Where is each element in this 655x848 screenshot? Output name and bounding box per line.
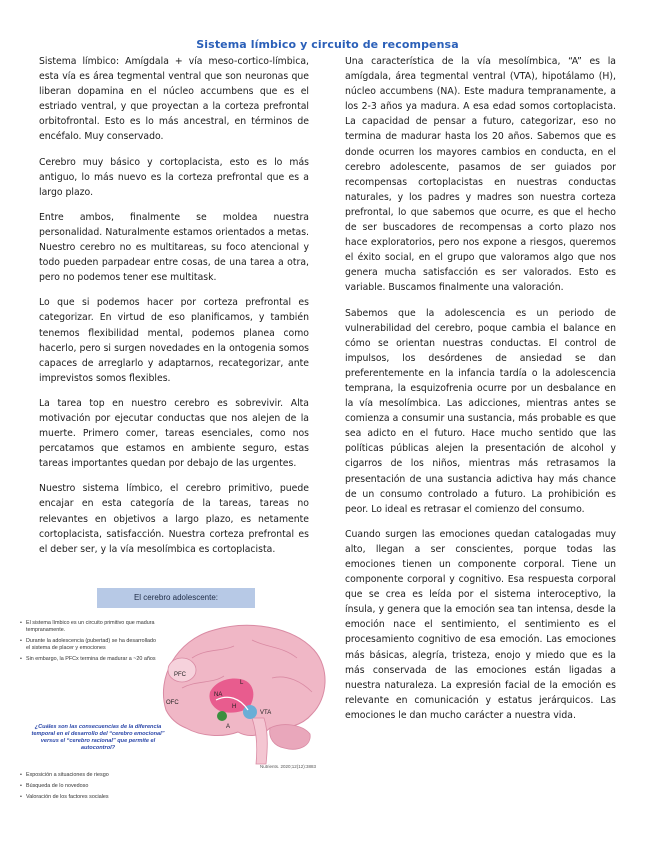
brain-illustration [152,618,332,768]
paragraph: Lo que si podemos hacer por corteza prefrontal es categorizar. En virtud de eso planificamos, y también tenemos flexibilidad mental, podemos planea como hacerlo, pero si surgen novedades en la ontogenia somos capaces de arreglarlo y adaptarnos, recategorizar, ante imprevistos somos flexibles. [39,297,309,384]
list-item: • El sistema límbico es un circuito primitivo que madura tempranamente. [20,620,158,634]
list-item: • Sin embargo, la PFCx termina de madurar a ~20 años [20,656,158,663]
adolescent-brain-figure [20,588,332,810]
label-a: A [226,724,231,730]
label-pfc: PFC [174,672,186,678]
figure-question: ¿Cuáles son las consecuencias de la diferencia temporal en el desarrollo del “cerebro emocional” versus el “cerebro racional” que permite el autocontrol? [31,724,165,751]
paragraph: La tarea top en nuestro cerebro es sobrevivir. Alta motivación por ejecutar conductas que nos alejen de la muerte. Primero comer, tareas esenciales, como nos percatamos que estamos en ambiente seguro, estas tareas importantes quedan por debajo de las urgentes. [39,397,309,470]
label-na: NA [214,692,223,698]
right-column [345,54,616,733]
pfc-region [168,658,196,682]
label-h: H [232,704,237,710]
figure-reference: Nutrients. 2020;12(12):3883 [260,764,317,769]
label-ofc: OFC [166,700,179,706]
list-item: • Durante la adolescencia (pubertad) se ha desarrollado el sistema de placer y emociones [20,638,158,652]
paragraph: Cuando surgen las emociones quedan catalogadas muy alto, llegan a ser conscientes, porque todas las emociones tienen un componente corporal. Tiene un componente corporal y cognitivo. Esa respuesta corporal que se crea es leída por el sistema interoceptivo, la ínsula, y genera que la emoción sea tan intensa, desde la emoción nace el sentimiento, el sentimiento es el procesamiento cognitivo de esa emoción. Las emociones más básicas, alegría, tristeza, enojo y miedo que es la más conservada de las emociones están ligadas a nuestra naturaleza. La expresión facial de la emoción es relevante en comunicación y estatus jerárquicos. Las emociones le dan mucho carácter a nuestra vida. [345,528,616,721]
paragraph: Entre ambos, finalmente se moldea nuestra personalidad. Naturalmente estamos orientados a metas. Nuestro cerebro no es multitareas, su foco atencional y todo pueden parpadear entre cosas, de una tarea a otra, pero no podemos tener ese multitask. [39,211,309,284]
list-item: • Valoración de los factores sociales [20,794,170,801]
figure-bullet-list [20,620,158,667]
page-title: Sistema límbico y circuito de recompensa [196,38,459,51]
paragraph: Sistema límbico: Amígdala + vía meso-cortico-límbica, esta vía es área tegmental ventral que son neuronas que liberan dopamina en el núcleo accumbens que es el estriado ventral, y que proyectan a la corteza prefrontal orbitofrontal. Esto es lo más ancestral, en términos de encéfalo. Muy conservado. [39,56,309,143]
left-column [39,54,309,567]
label-vta: VTA [260,710,272,716]
paragraph: Sabemos que la adolescencia es un periodo de vulnerabilidad del cerebro, poque cambia el balance en cómo se orientan nuestras conductas. El control de impulsos, los desórdenes de ansiedad se dan preferentemente en la infancia tardía o la adolescencia temprana, la esquizofrenia ocurre por un desbalance en la vía mesolímbica. Las adicciones, mientras antes se comienza a consumir una sustancia, más probable es que sea adicto en el futuro. Hace mucho sentido que las políticas públicas alejen la presentación de alcohol y cigarros de los niños, mientras más retrasamos la presentación de una sustancia adictiva hay más chance de un consumo controlado a futuro. La prohibición es peor. Lo ideal es retrasar el comienzo del consumo. [345,307,616,515]
label-l: L [240,680,244,686]
amygdala-region [217,711,227,721]
paragraph: Nuestro sistema límbico, el cerebro primitivo, puede encajar en esta categoría de la tareas, tareas no relevantes en objetivos a largo plazo, es netamente cortoplacista, satisfacción. Nuestra corteza prefrontal es el deber ser, y la vía mesolímbica es cortoplacista. [39,483,309,555]
list-item: • Exposición a situaciones de riesgo [20,772,170,779]
cerebellum [270,725,311,750]
list-item: • Búsqueda de lo novedoso [20,783,170,790]
paragraph: Cerebro muy básico y cortoplacista, esto es lo más antiguo, lo más nuevo es la corteza prefrontal que es a largo plazo. [39,156,309,198]
paragraph: Una característica de la vía mesolímbica, “A” es la amígdala, área tegmental ventral (VTA), hipotálamo (H), núcleo accumbens (NA). Este madura tempranamente, a los 2-3 años ya madura. A esa edad somos cortoplacista. La capacidad de pensar a futuro, categorizar, eso no termina de madurar hasta los 20 años. Sabemos que es donde ocurren los mayores cambios en conducta, en el cerebro adolescente, pasamos de ser guiados por recompensas cortoplacistas en nuestras conductas naturales, y los padres y madres son nuestra corteza prefrontal, lo que sabemos que ocurre, es que el hecho de ser buscadores de recompensas a corto plazo nos hace exploratorios, pero nos expone a riesgos, queremos el éxito social, en el grupo que valoramos algo que nos genera mucha satisfacción es ser valorados. Esto es variable. Buscamos finalmente una valoración. [345,56,616,294]
brainstem [252,718,267,764]
figure-banner: El cerebro adolescente: [97,588,255,608]
figure-consequences-list [20,772,170,805]
